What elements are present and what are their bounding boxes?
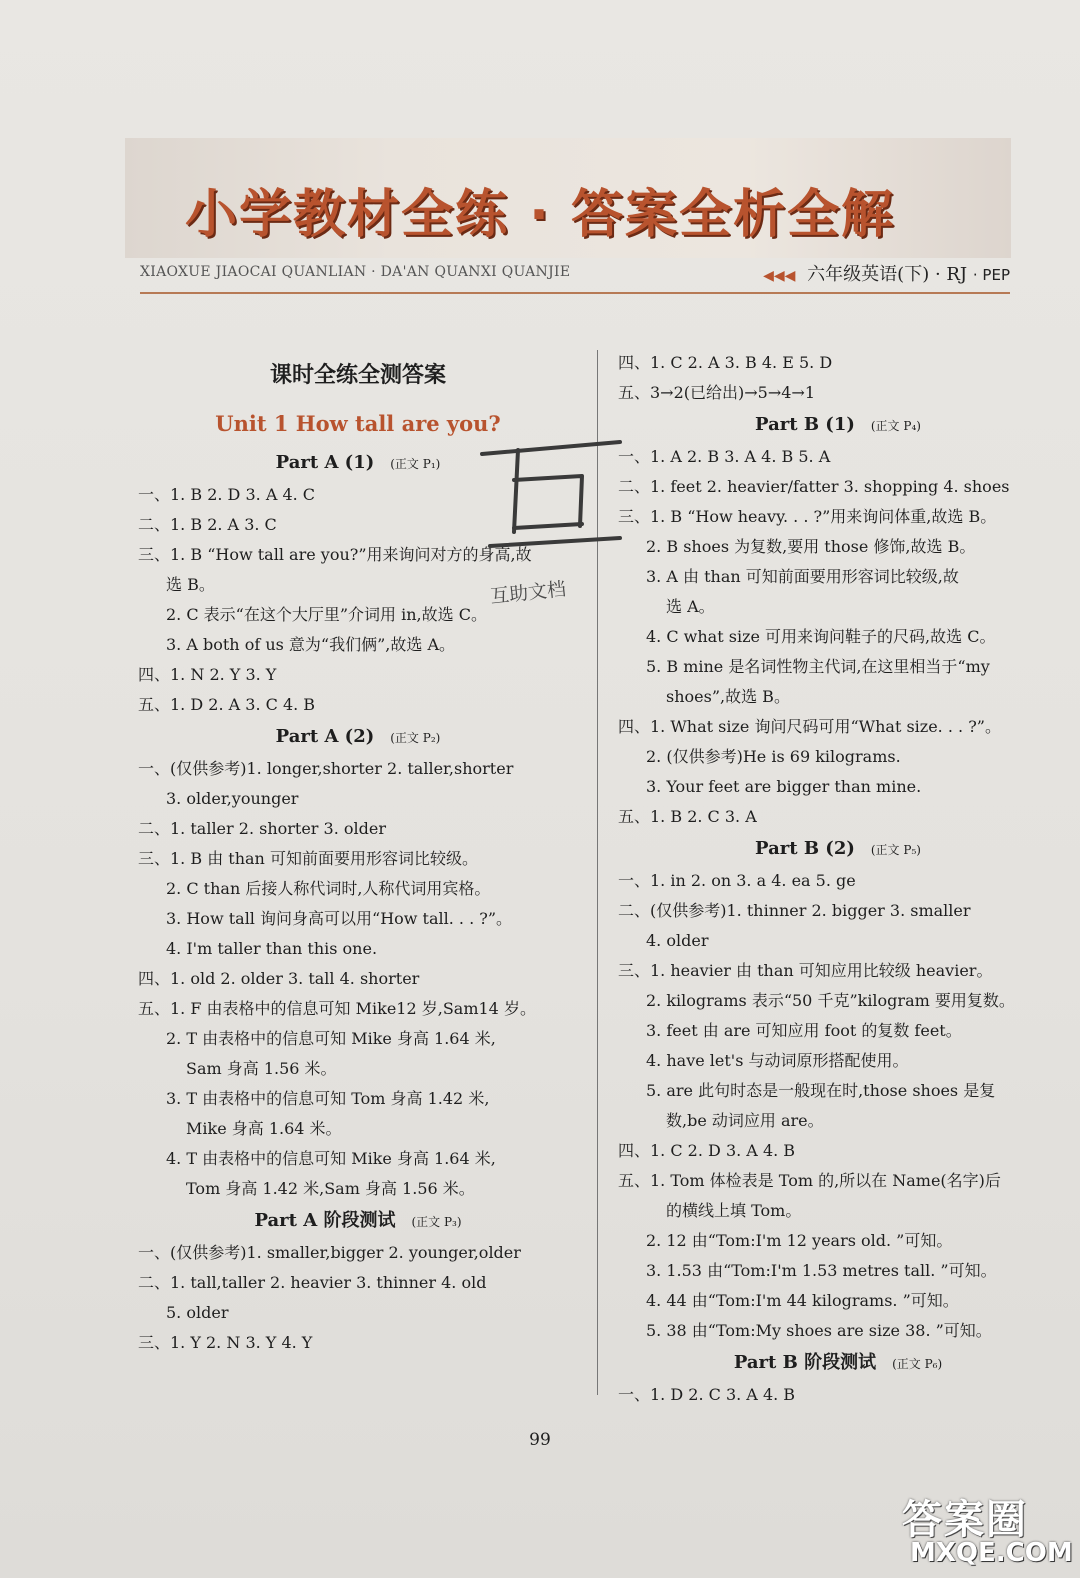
page-ref: (正文 P₄) — [870, 419, 921, 433]
edition-label: · PEP — [972, 266, 1010, 284]
answer-line: 3. Your feet are bigger than mine. — [646, 777, 922, 796]
answer-line: 数,be 动词应用 are。 — [666, 1111, 824, 1130]
part-title: Part A (2) — [275, 726, 375, 747]
answer-line: 2. 12 由“Tom:I'm 12 years old. ”可知。 — [646, 1231, 953, 1250]
watermark-en: MXQE.COM — [910, 1538, 1073, 1568]
part-title: Part A (1) — [275, 452, 375, 473]
answer-line: 选 B。 — [166, 575, 215, 594]
answer-line: 三、1. B “How heavy. . . ?”用来询问体重,故选 B。 — [618, 507, 997, 526]
header-subline — [140, 258, 1010, 294]
answer-line: 2. kilograms 表示“50 千克”kilogram 要用复数。 — [646, 991, 1015, 1010]
answer-line: 4. T 由表格中的信息可知 Mike 身高 1.64 米, — [166, 1149, 496, 1168]
answer-line: 一、1. A 2. B 3. A 4. B 5. A — [618, 447, 831, 466]
answer-line: 4. older — [646, 931, 709, 950]
book-title: 小学教材全练 · 答案全析全解 — [185, 185, 895, 245]
answer-line: 四、1. C 2. A 3. B 4. E 5. D — [618, 353, 833, 372]
answer-line: 四、1. N 2. Y 3. Y — [138, 665, 277, 684]
answer-line: 4. have let's 与动词原形搭配使用。 — [646, 1051, 909, 1070]
right-column — [618, 348, 1058, 1410]
answer-line: 2. T 由表格中的信息可知 Mike 身高 1.64 米, — [166, 1029, 496, 1048]
answer-line: 5. older — [166, 1303, 229, 1322]
part-heading — [618, 832, 1058, 866]
answer-line: 五、1. Tom 体检表是 Tom 的,所以在 Name(名字)后 — [618, 1171, 1001, 1190]
answer-line: 五、3→2(已给出)→5→4→1 — [618, 383, 816, 402]
answer-line: 五、1. D 2. A 3. C 4. B — [138, 695, 316, 714]
unit-title: Unit 1 How tall are you? — [215, 411, 501, 436]
watermark-cn: 答案圈 — [902, 1497, 1028, 1543]
page-ref: (正文 P₁) — [390, 457, 441, 471]
answer-line: 3. A both of us 意为“我们俩”,故选 A。 — [166, 635, 456, 654]
page-ref: (正文 P₂) — [390, 731, 441, 745]
part-heading — [138, 720, 578, 754]
answer-line: 3. older,younger — [166, 789, 299, 808]
answer-line: 2. C 表示“在这个大厅里”介词用 in,故选 C。 — [166, 605, 487, 624]
answer-line: 二、1. B 2. A 3. C — [138, 515, 277, 534]
answer-line: 三、1. B “How tall are you?”用来询问对方的身高,故 — [138, 545, 532, 564]
part-title: Part B (2) — [755, 838, 855, 859]
answer-line: 3. T 由表格中的信息可知 Tom 身高 1.42 米, — [166, 1089, 490, 1108]
answer-line: 3. 1.53 由“Tom:I'm 1.53 metres tall. ”可知。 — [646, 1261, 997, 1280]
answer-line: 4. I'm taller than this one. — [166, 939, 378, 958]
answer-line: Tom 身高 1.42 米,Sam 身高 1.56 米。 — [186, 1179, 475, 1198]
answer-line: Mike 身高 1.64 米。 — [186, 1119, 342, 1138]
answer-line: 一、1. B 2. D 3. A 4. C — [138, 485, 316, 504]
answer-line: 2. (仅供参考)He is 69 kilograms. — [646, 747, 901, 766]
answer-line: 选 A。 — [666, 597, 715, 616]
answer-line: 3. How tall 询问身高可以用“How tall. . . ?”。 — [166, 909, 513, 928]
stamp-label: 互助文档 — [489, 578, 568, 608]
title-pinyin: XIAOXUE JIAOCAI QUANLIAN · DA'AN QUANXI QUANJIE — [140, 264, 571, 280]
answer-line: 一、1. D 2. C 3. A 4. B — [618, 1385, 796, 1404]
answer-line: 三、1. Y 2. N 3. Y 4. Y — [138, 1333, 313, 1352]
part-heading — [138, 1204, 578, 1238]
section-main-title: 课时全练全测答案 — [269, 362, 446, 388]
answer-line: 二、(仅供参考)1. thinner 2. bigger 3. smaller — [618, 901, 971, 920]
answer-line: 2. C than 后接人称代词时,人称代词用宾格。 — [166, 879, 491, 898]
part-title: Part A 阶段测试 — [254, 1210, 396, 1231]
answer-line: 5. B mine 是名词性物主代词,在这里相当于“my — [646, 657, 990, 676]
answer-line: 4. C what size 可用来询问鞋子的尺码,故选 C。 — [646, 627, 996, 646]
answer-line: 二、1. feet 2. heavier/fatter 3. shopping 4. shoes — [618, 477, 1010, 496]
answer-line: 四、1. What size 询问尺码可用“What size. . . ?”。 — [618, 717, 1001, 736]
answer-line: 二、1. taller 2. shorter 3. older — [138, 819, 387, 838]
answer-line: 四、1. old 2. older 3. tall 4. shorter — [138, 969, 420, 988]
answer-line: 一、1. in 2. on 3. a 4. ea 5. ge — [618, 871, 856, 890]
answer-line: 的横线上填 Tom。 — [666, 1201, 802, 1220]
page-number: 99 — [529, 1430, 551, 1450]
part-title: Part B (1) — [755, 414, 855, 435]
answer-line: 2. B shoes 为复数,要用 those 修饰,故选 B。 — [646, 537, 976, 556]
answer-line: 五、1. F 由表格中的信息可知 Mike12 岁,Sam14 岁。 — [138, 999, 536, 1018]
answer-line: 一、(仅供参考)1. smaller,bigger 2. younger,older — [138, 1243, 521, 1262]
triple-arrow-icon: ◀◀◀ — [763, 268, 796, 284]
answer-line: 三、1. B 由 than 可知前面要用形容词比较级。 — [138, 849, 478, 868]
answer-line: 四、1. C 2. D 3. A 4. B — [618, 1141, 796, 1160]
answer-line: 3. feet 由 are 可知应用 foot 的复数 feet。 — [646, 1021, 962, 1040]
page-ref: (正文 P₃) — [411, 1215, 462, 1229]
part-heading — [618, 1346, 1058, 1380]
answer-line: 三、1. heavier 由 than 可知应用比较级 heavier。 — [618, 961, 993, 980]
answer-line: 4. 44 由“Tom:I'm 44 kilograms. ”可知。 — [646, 1291, 959, 1310]
answer-line: 3. A 由 than 可知前面要用形容词比较级,故 — [646, 567, 959, 586]
page-ref: (正文 P₅) — [870, 843, 921, 857]
answer-line: shoes”,故选 B。 — [666, 687, 790, 706]
answer-line: 五、1. B 2. C 3. A — [618, 807, 757, 826]
grade-label — [763, 260, 1010, 286]
part-heading — [618, 408, 1058, 442]
answer-line: 5. 38 由“Tom:My shoes are size 38. ”可知。 — [646, 1321, 992, 1340]
grade-text: 六年级英语(下) · RJ — [807, 264, 968, 285]
page-ref: (正文 P₆) — [892, 1357, 943, 1371]
handwritten-stamp-icon — [470, 420, 630, 600]
watermark-logo — [892, 1488, 1080, 1578]
answer-line: Sam 身高 1.56 米。 — [186, 1059, 337, 1078]
answer-line: 一、(仅供参考)1. longer,shorter 2. taller,shorter — [138, 759, 514, 778]
answer-line: 二、1. tall,taller 2. heavier 3. thinner 4. old — [138, 1273, 487, 1292]
answer-line: 5. are 此句时态是一般现在时,those shoes 是复 — [646, 1081, 996, 1100]
part-title: Part B 阶段测试 — [733, 1352, 877, 1373]
